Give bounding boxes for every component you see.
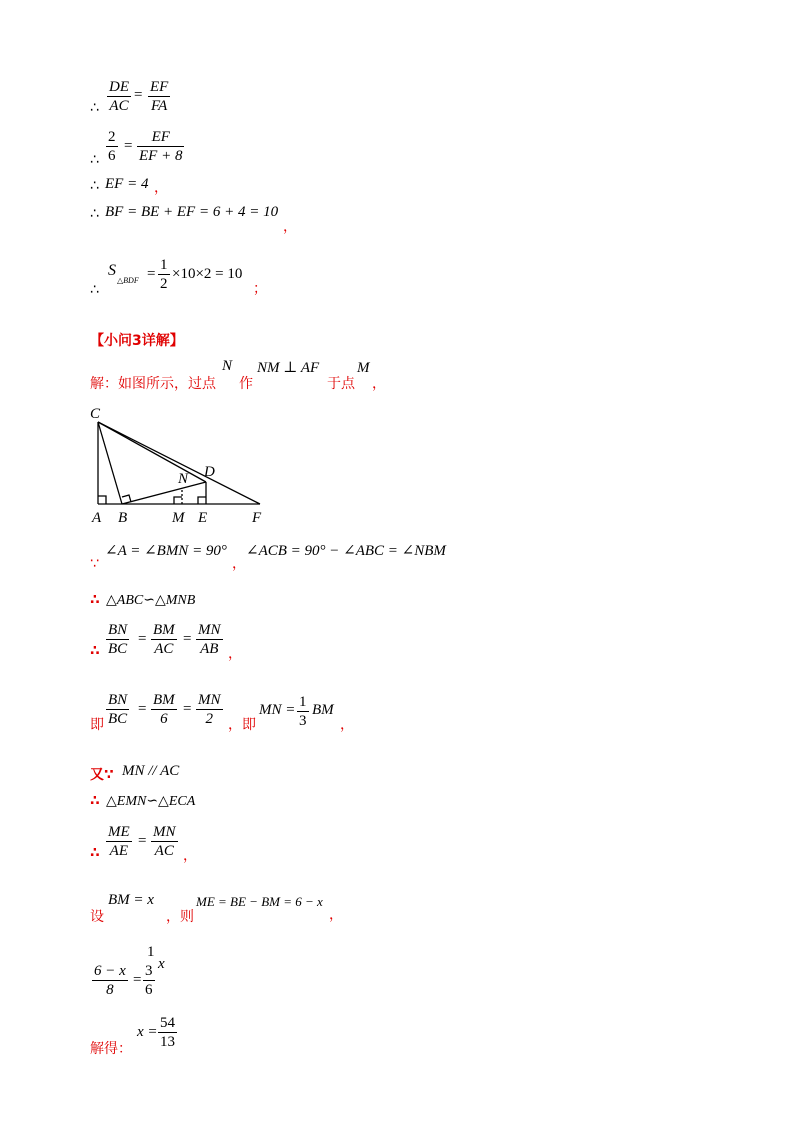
x-equals: x = (137, 1024, 158, 1040)
right-angle-m (174, 497, 182, 504)
equals-sign: = (147, 266, 156, 282)
punctuation: ， (228, 646, 242, 662)
bm-term: BM (312, 702, 334, 718)
intro-text-a: 解：如图所示，过点 (90, 376, 216, 392)
label-f: F (252, 510, 262, 526)
label-d: D (204, 464, 215, 480)
equals-sign: = (138, 701, 147, 717)
fraction-half: 1 2 (160, 257, 168, 292)
equation-bf: BF = BE + EF = 6 + 4 = 10 (105, 204, 279, 220)
equals-sign: = (133, 972, 142, 988)
fraction-54-13: 54 13 (160, 1015, 175, 1050)
perpendicular-expr: NM ⊥ AF (257, 360, 320, 376)
mn-equals: MN = (259, 702, 296, 718)
fraction-bm-6: BM 6 (153, 692, 175, 727)
fraction-mn-2: MN 2 (198, 692, 221, 727)
intro-text-d: ， (372, 376, 386, 392)
therefore-symbol: ∴ (90, 282, 99, 298)
intro-text-c: 于点 (327, 376, 355, 392)
intro-text-b: 作 (239, 376, 253, 392)
similar-triangles-2: △EMN∽△ECA (106, 794, 196, 809)
punctuation: ， (329, 907, 343, 923)
punctuation: ， (183, 848, 197, 864)
fraction-one-third: 1 3 (299, 694, 307, 729)
fraction-mn-ab: MN AB (198, 622, 221, 657)
area-product: ×10×2 = 10 (172, 266, 243, 282)
let-bm-x: BM = x (108, 892, 154, 908)
text-ze: ，则 (166, 909, 194, 925)
nested-x: x (158, 956, 165, 972)
therefore-symbol: ∴ (90, 100, 99, 116)
segment-cf (98, 422, 260, 504)
equals-sign: = (124, 138, 133, 154)
label-b: B (118, 510, 128, 526)
segment-cb (98, 422, 122, 504)
fraction-3-over-6: 3 6 (145, 963, 153, 998)
punctuation: ， (283, 219, 297, 235)
text-ji: 即 (90, 717, 104, 733)
right-angle-b (122, 495, 131, 502)
therefore-symbol: ∴ (90, 206, 99, 222)
text-you-because: 又∵ (90, 767, 114, 783)
area-subscript: △BDF (117, 276, 139, 285)
equals-sign: = (183, 631, 192, 647)
label-e: E (198, 510, 208, 526)
punctuation: ， (154, 180, 168, 196)
label-m: M (172, 510, 185, 526)
therefore-symbol: ∴ (90, 178, 99, 194)
area-s: S (108, 262, 116, 279)
me-expression: ME = BE − BM = 6 − x (196, 894, 323, 909)
fraction-mn-ac: MN AC (153, 824, 176, 859)
punctuation: ， (340, 717, 354, 733)
parallel-statement: MN // AC (122, 763, 180, 779)
angle-equation-2: ∠ACB = 90° − ∠ABC = ∠NBM (246, 543, 446, 559)
fraction-bn-bc: BN BC (108, 622, 128, 657)
fraction-me-ae: ME AE (108, 824, 130, 859)
fraction-2-6: 2 6 (108, 129, 116, 164)
section-heading-q3: 【小问3详解】 (90, 333, 184, 349)
equals-sign: = (134, 87, 143, 103)
equals-sign: = (183, 701, 192, 717)
therefore-symbol: ∴ (90, 845, 100, 861)
fraction-de-ac: DE AC (109, 79, 129, 114)
therefore-symbol: ∴ (90, 793, 100, 809)
segment-ce (98, 422, 206, 482)
nested-one: 1 (147, 944, 155, 960)
equals-sign: = (138, 631, 147, 647)
text-she: 设 (90, 909, 104, 925)
fraction-ef-fa: EF FA (150, 79, 169, 114)
right-angle-e (198, 497, 206, 504)
therefore-symbol: ∴ (90, 152, 99, 168)
label-a: A (92, 510, 102, 526)
punctuation: ， (232, 556, 246, 572)
equation-ef: EF = 4 (105, 176, 149, 192)
because-symbol: ∵ (90, 556, 99, 572)
similar-triangles-1: △ABC∽△MNB (106, 593, 196, 608)
punctuation: ； (253, 281, 267, 297)
label-c: C (90, 406, 101, 422)
geometry-figure (88, 404, 278, 528)
fraction-ef-ef8: EF EF + 8 (139, 129, 183, 164)
angle-equation-1: ∠A = ∠BMN = 90° (105, 543, 227, 559)
fraction-bn-bc: BN BC (108, 692, 128, 727)
text-ji-2: ，即 (228, 717, 256, 733)
therefore-symbol: ∴ (90, 643, 100, 659)
segment-bd (122, 482, 206, 504)
right-angle-a (98, 496, 106, 504)
text-solve: 解得： (90, 1041, 132, 1057)
fraction-bm-ac: BM AC (153, 622, 175, 657)
therefore-symbol: ∴ (90, 592, 100, 608)
label-n: N (178, 471, 189, 487)
point-n-label: N (222, 358, 233, 374)
fraction-6-minus-x-over-8: 6 − x 8 (94, 963, 126, 998)
equals-sign: = (138, 833, 147, 849)
point-m-label: M (357, 360, 370, 376)
